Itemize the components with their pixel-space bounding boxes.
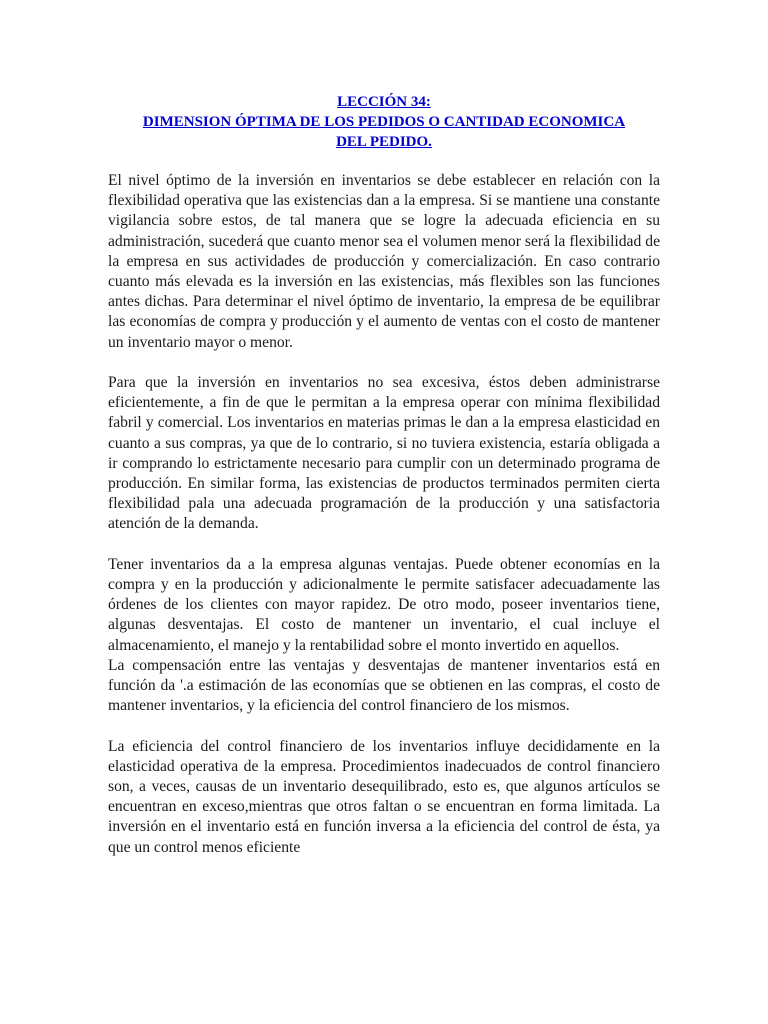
paragraph-4: La compensación entre las ventajas y desventajas de mantener inventarios está en función da '.a estimación de las economías que se obtienen en las compras, el costo de mantener inventarios, y la eficiencia del control financiero de los mismos. [108,656,660,715]
paragraph-2: Para que la inversión en inventarios no sea excesiva, éstos deben administrarse eficientemente, a fin de que le permitan a la empresa operar con mínima flexibilidad fabril y comercial. Los inventarios en materias primas le dan a la empresa elasticidad en cuanto a sus compras, ya que de lo contrario, si no tuviera existencia, estaría obligada a ir comprando lo estrictamente necesario para cumplir con un determinado programa de producción. En similar forma, las existencias de productos terminados permiten cierta flexibilidad pala una adecuada programación de la producción y una satisfactoria atención de la demanda. [108,374,660,533]
lesson-title [108,92,660,152]
paragraph-3: Tener inventarios da a la empresa algunas ventajas. Puede obtener economías en la compra y en la producción y adicionalmente le permite satisfacer adecuadamente las órdenes de los clientes con mayor rapidez. De otro modo, poseer inventarios tiene, algunas desventajas. El costo de mantener un inventario, el cual incluye el almacenamiento, el manejo y la rentabilidad sobre el monto invertido en aquellos. [108,555,660,654]
lesson-number: LECCIÓN 34: [337,94,431,110]
lesson-heading-line2: DEL PEDIDO. [336,134,432,150]
paragraph-5: La eficiencia del control financiero de los inventarios influye decididamente en la elasticidad operativa de la empresa. Procedimientos inadecuados de control financiero son, a veces, causas de un inventario desequilibrado, esto es, que algunos artículos se encuentran en exceso,mientras que otros faltan o se encuentran en forma limitada. La inversión en el inventario está en función inversa a la eficiencia del control de ésta, ya que un control menos eficiente [108,737,660,856]
lesson-heading-line1: DIMENSION ÓPTIMA DE LOS PEDIDOS O CANTIDAD ECONOMICA [142,114,626,130]
document-page [108,92,660,878]
paragraph-1: El nivel óptimo de la inversión en inventarios se debe establecer en relación con la flexibilidad operativa que las existencias dan a la empresa. Si se mantiene una constante vigilancia sobre estos, de tal manera que se logre la adecuada eficiencia en su administración, sucederá que cuanto menor sea el volumen menor será la flexibilidad de la empresa en sus actividades de producción y comercialización. En caso contrario cuanto más elevada es la inversión en las existencias, más flexibles son las funciones antes dichas. Para determinar el nivel óptimo de inventario, la empresa de be equilibrar las economías de compra y producción y el aumento de ventas con el costo de mantener un inventario mayor o menor. [108,172,660,351]
